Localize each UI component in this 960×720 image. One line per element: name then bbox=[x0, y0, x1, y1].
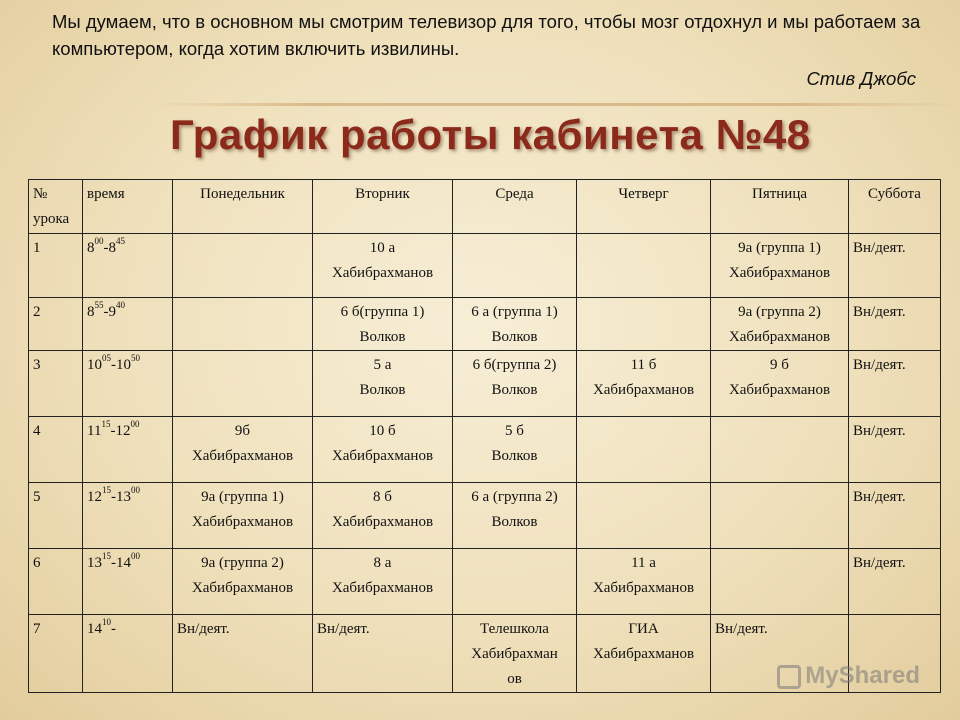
schedule-cell-mon: Вн/деят. bbox=[173, 615, 313, 693]
time-end: 14 bbox=[116, 555, 131, 571]
time-end: 13 bbox=[116, 489, 131, 505]
schedule-cell-sat: Вн/деят. bbox=[849, 298, 941, 351]
schedule-cell-fri bbox=[711, 417, 849, 483]
page-title: График работы кабинета №48 bbox=[170, 111, 811, 158]
time-start: 13 bbox=[87, 555, 102, 571]
schedule-cell-fri: 9а (группа 1) Хабибрахманов bbox=[711, 234, 849, 298]
header-saturday: Суббота bbox=[849, 180, 941, 234]
table-row bbox=[29, 298, 941, 351]
time-end-minutes: 40 bbox=[116, 300, 125, 310]
divider bbox=[150, 103, 960, 106]
header-friday: Пятница bbox=[711, 180, 849, 234]
time-end: 12 bbox=[115, 423, 131, 439]
lesson-number: 1 bbox=[29, 234, 83, 298]
lesson-number: 6 bbox=[29, 549, 83, 615]
lesson-number: 3 bbox=[29, 351, 83, 417]
schedule-cell-thu: 11 а Хабибрахманов bbox=[577, 549, 711, 615]
schedule-cell-mon bbox=[173, 351, 313, 417]
time-start: 11 bbox=[87, 423, 102, 439]
time-end-minutes: 00 bbox=[130, 419, 140, 429]
time-start-minutes: 00 bbox=[94, 236, 104, 246]
lesson-time bbox=[83, 615, 173, 693]
time-start-minutes: 55 bbox=[94, 300, 104, 310]
time-separator: - bbox=[103, 304, 109, 320]
lesson-time bbox=[83, 298, 173, 351]
header-thursday: Четверг bbox=[577, 180, 711, 234]
time-start: 8 bbox=[87, 304, 95, 320]
time-separator: - bbox=[103, 240, 109, 256]
schedule-cell-wed: Телешкола Хабибрахман ов bbox=[453, 615, 577, 693]
watermark bbox=[777, 662, 920, 690]
schedule-cell-thu bbox=[577, 483, 711, 549]
lesson-number: 7 bbox=[29, 615, 83, 693]
time-end-minutes: 45 bbox=[116, 236, 125, 246]
schedule-table bbox=[28, 179, 941, 693]
schedule-cell-thu: 11 б Хабибрахманов bbox=[577, 351, 711, 417]
schedule-cell-sat: Вн/деят. bbox=[849, 351, 941, 417]
table-header-row bbox=[29, 180, 941, 234]
schedule-cell-sat: Вн/деят. bbox=[849, 483, 941, 549]
time-start: 12 bbox=[87, 489, 102, 505]
header-tuesday: Вторник bbox=[313, 180, 453, 234]
schedule-cell-tue: 6 б(группа 1) Волков bbox=[313, 298, 453, 351]
time-start-minutes: 15 bbox=[101, 419, 111, 429]
table-row bbox=[29, 483, 941, 549]
schedule-cell-tue: Вн/деят. bbox=[313, 615, 453, 693]
schedule-cell-tue: 8 б Хабибрахманов bbox=[313, 483, 453, 549]
table-row bbox=[29, 351, 941, 417]
time-start: 8 bbox=[87, 240, 95, 256]
time-start-minutes: 05 bbox=[102, 353, 111, 363]
lesson-time bbox=[83, 483, 173, 549]
time-start: 14 bbox=[87, 621, 102, 637]
table-row bbox=[29, 234, 941, 298]
table-row bbox=[29, 417, 941, 483]
quote-text: Мы думаем, что в основном мы смотрим телевизор для того, чтобы мозг отдохнул и мы работаем за компьютером, когда хотим включить извилины. bbox=[52, 11, 921, 59]
schedule-cell-sat: Вн/деят. bbox=[849, 549, 941, 615]
header-monday: Понедельник bbox=[173, 180, 313, 234]
lesson-number: 2 bbox=[29, 298, 83, 351]
schedule-cell-fri: 9 б Хабибрахманов bbox=[711, 351, 849, 417]
watermark-logo-icon bbox=[777, 665, 801, 689]
time-separator: - bbox=[111, 489, 116, 505]
time-end: 9 bbox=[108, 304, 116, 320]
header-time: время bbox=[83, 180, 173, 234]
schedule-cell-wed bbox=[453, 234, 577, 298]
lesson-time bbox=[83, 417, 173, 483]
time-end: 8 bbox=[108, 240, 116, 256]
time-start-minutes: 15 bbox=[102, 551, 111, 561]
lesson-time bbox=[83, 549, 173, 615]
time-end: 10 bbox=[116, 357, 131, 373]
schedule-cell-tue: 8 а Хабибрахманов bbox=[313, 549, 453, 615]
header-lesson-num: № урока bbox=[29, 180, 83, 234]
schedule-cell-wed bbox=[453, 549, 577, 615]
time-separator: - bbox=[111, 621, 116, 637]
time-separator: - bbox=[110, 423, 116, 439]
time-start-minutes: 15 bbox=[102, 485, 111, 495]
time-end-minutes: 00 bbox=[131, 551, 140, 561]
header-wednesday: Среда bbox=[453, 180, 577, 234]
time-separator: - bbox=[111, 357, 116, 373]
schedule-cell-sat: Вн/деят. bbox=[849, 234, 941, 298]
schedule-cell-fri: 9а (группа 2) Хабибрахманов bbox=[711, 298, 849, 351]
schedule-cell-fri bbox=[711, 549, 849, 615]
schedule-cell-fri bbox=[711, 483, 849, 549]
watermark-text: MyShared bbox=[805, 662, 920, 689]
schedule-cell-thu: ГИА Хабибрахманов bbox=[577, 615, 711, 693]
schedule-cell-thu bbox=[577, 417, 711, 483]
schedule-cell-wed: 6 б(группа 2) Волков bbox=[453, 351, 577, 417]
time-end-minutes: 50 bbox=[131, 353, 140, 363]
schedule-cell-tue: 5 а Волков bbox=[313, 351, 453, 417]
time-start-minutes: 10 bbox=[102, 617, 111, 627]
schedule-cell-sat: Вн/деят. bbox=[849, 417, 941, 483]
schedule-cell-mon bbox=[173, 298, 313, 351]
quote-author: Стив Джобс bbox=[806, 68, 916, 89]
lesson-time bbox=[83, 234, 173, 298]
time-separator: - bbox=[111, 555, 116, 571]
schedule-cell-thu bbox=[577, 234, 711, 298]
schedule-cell-mon: 9а (группа 1) Хабибрахманов bbox=[173, 483, 313, 549]
time-start: 10 bbox=[87, 357, 102, 373]
schedule-cell-thu bbox=[577, 298, 711, 351]
schedule-cell-wed: 5 б Волков bbox=[453, 417, 577, 483]
schedule-cell-tue: 10 а Хабибрахманов bbox=[313, 234, 453, 298]
schedule-cell-wed: 6 а (группа 1) Волков bbox=[453, 298, 577, 351]
schedule-cell-mon bbox=[173, 234, 313, 298]
schedule-cell-mon: 9б Хабибрахманов bbox=[173, 417, 313, 483]
schedule-cell-wed: 6 а (группа 2) Волков bbox=[453, 483, 577, 549]
lesson-time bbox=[83, 351, 173, 417]
schedule-cell-fri: Вн/деят. bbox=[711, 615, 849, 693]
table-row bbox=[29, 549, 941, 615]
schedule-cell-tue: 10 б Хабибрахманов bbox=[313, 417, 453, 483]
schedule-cell-mon: 9а (группа 2) Хабибрахманов bbox=[173, 549, 313, 615]
lesson-number: 4 bbox=[29, 417, 83, 483]
time-end-minutes: 00 bbox=[131, 485, 140, 495]
lesson-number: 5 bbox=[29, 483, 83, 549]
